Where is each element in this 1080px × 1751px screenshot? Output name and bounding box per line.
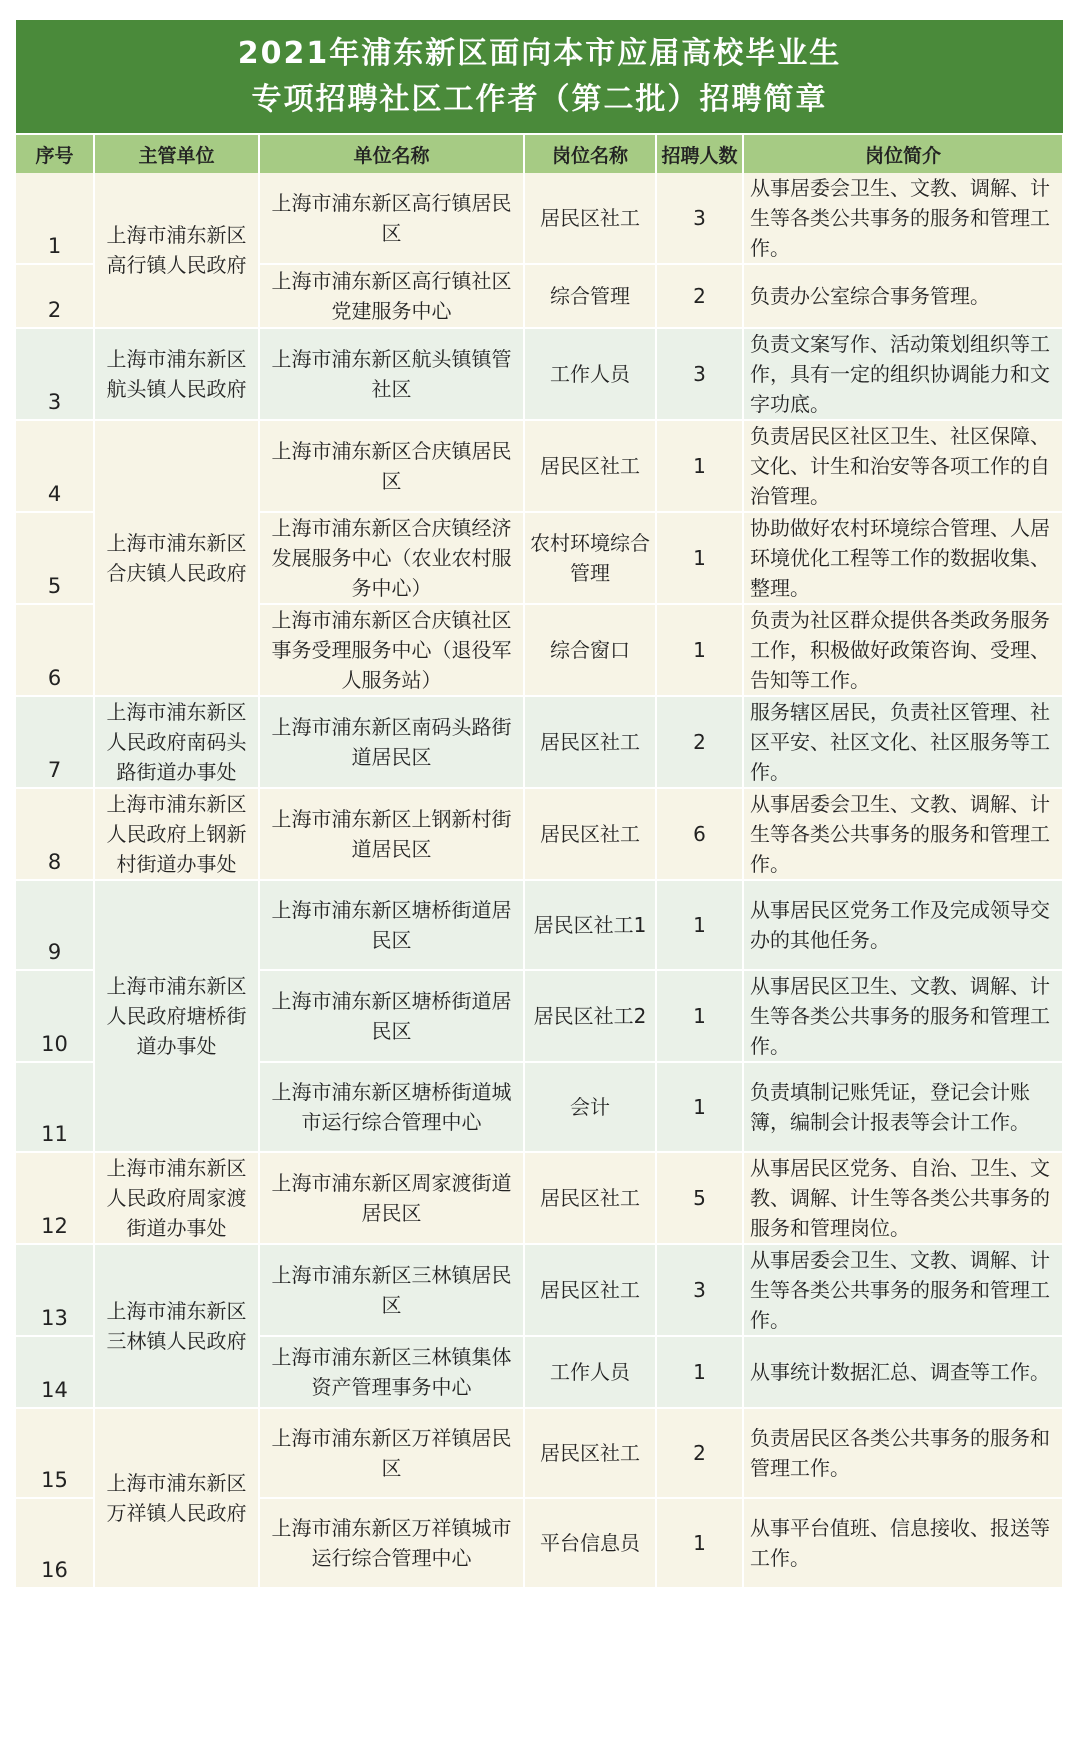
description-cell: 从事平台值班、信息接收、报送等工作。 [743, 1498, 1063, 1588]
post-cell: 会计 [524, 1062, 656, 1152]
recruitment-table [16, 135, 1064, 1589]
table-row [16, 1152, 1063, 1244]
count-cell: 2 [656, 696, 743, 788]
description-cell: 从事居民区党务、自治、卫生、文教、调解、计生等各类公共事务的服务和管理岗位。 [743, 1152, 1063, 1244]
table-row [16, 788, 1063, 880]
unit-cell: 上海市浦东新区南码头路街道居民区 [259, 696, 524, 788]
header-row [16, 135, 1063, 173]
post-cell: 综合管理 [524, 264, 656, 328]
department-cell: 上海市浦东新区人民政府上钢新村街道办事处 [94, 788, 259, 880]
post-cell: 居民区社工 [524, 696, 656, 788]
unit-cell: 上海市浦东新区高行镇社区党建服务中心 [259, 264, 524, 328]
description-cell: 负责居民区各类公共事务的服务和管理工作。 [743, 1408, 1063, 1498]
description-cell: 负责居民区社区卫生、社区保障、文化、计生和治安等各项工作的自治管理。 [743, 420, 1063, 512]
seq-cell: 16 [16, 1498, 94, 1588]
table-row [16, 880, 1063, 970]
title-line-2: 专项招聘社区工作者（第二批）招聘简章 [251, 81, 828, 117]
header-department: 主管单位 [94, 135, 259, 173]
seq-cell: 1 [16, 173, 94, 264]
title-banner [16, 20, 1063, 133]
seq-cell: 3 [16, 328, 94, 420]
header-unit: 单位名称 [259, 135, 524, 173]
count-cell: 1 [656, 1062, 743, 1152]
department-cell: 上海市浦东新区合庆镇人民政府 [94, 420, 259, 696]
seq-cell: 13 [16, 1244, 94, 1336]
unit-cell: 上海市浦东新区航头镇镇管社区 [259, 328, 524, 420]
description-cell: 从事居民区卫生、文教、调解、计生等各类公共事务的服务和管理工作。 [743, 970, 1063, 1062]
seq-cell: 2 [16, 264, 94, 328]
post-cell: 居民区社工 [524, 1152, 656, 1244]
post-cell: 居民区社工2 [524, 970, 656, 1062]
table-row [16, 328, 1063, 420]
unit-cell: 上海市浦东新区周家渡街道居民区 [259, 1152, 524, 1244]
header-post: 岗位名称 [524, 135, 656, 173]
seq-cell: 12 [16, 1152, 94, 1244]
seq-cell: 6 [16, 604, 94, 696]
post-cell: 居民区社工 [524, 1408, 656, 1498]
unit-cell: 上海市浦东新区合庆镇社区事务受理服务中心（退役军人服务站） [259, 604, 524, 696]
seq-cell: 7 [16, 696, 94, 788]
unit-cell: 上海市浦东新区合庆镇经济发展服务中心（农业农村服务中心） [259, 512, 524, 604]
unit-cell: 上海市浦东新区塘桥街道居民区 [259, 970, 524, 1062]
post-cell: 工作人员 [524, 1336, 656, 1408]
count-cell: 3 [656, 173, 743, 264]
seq-cell: 9 [16, 880, 94, 970]
department-cell: 上海市浦东新区三林镇人民政府 [94, 1244, 259, 1408]
unit-cell: 上海市浦东新区塘桥街道城市运行综合管理中心 [259, 1062, 524, 1152]
post-cell: 平台信息员 [524, 1498, 656, 1588]
post-cell: 综合窗口 [524, 604, 656, 696]
table-row [16, 173, 1063, 264]
count-cell: 3 [656, 1244, 743, 1336]
unit-cell: 上海市浦东新区合庆镇居民区 [259, 420, 524, 512]
header-description: 岗位简介 [743, 135, 1063, 173]
description-cell: 协助做好农村环境综合管理、人居环境优化工程等工作的数据收集、整理。 [743, 512, 1063, 604]
seq-cell: 11 [16, 1062, 94, 1152]
count-cell: 2 [656, 1408, 743, 1498]
unit-cell: 上海市浦东新区万祥镇居民区 [259, 1408, 524, 1498]
count-cell: 6 [656, 788, 743, 880]
description-cell: 服务辖区居民，负责社区管理、社区平安、社区文化、社区服务等工作。 [743, 696, 1063, 788]
post-cell: 居民区社工 [524, 173, 656, 264]
count-cell: 1 [656, 880, 743, 970]
seq-cell: 8 [16, 788, 94, 880]
table-row [16, 1408, 1063, 1498]
seq-cell: 14 [16, 1336, 94, 1408]
recruitment-sheet [16, 20, 1063, 1589]
table-row [16, 1244, 1063, 1336]
description-cell: 负责填制记账凭证，登记会计账簿，编制会计报表等会计工作。 [743, 1062, 1063, 1152]
title-line-1: 2021年浦东新区面向本市应届高校毕业生 [237, 35, 842, 71]
unit-cell: 上海市浦东新区上钢新村街道居民区 [259, 788, 524, 880]
unit-cell: 上海市浦东新区高行镇居民区 [259, 173, 524, 264]
count-cell: 3 [656, 328, 743, 420]
count-cell: 1 [656, 604, 743, 696]
seq-cell: 4 [16, 420, 94, 512]
post-cell: 居民区社工 [524, 788, 656, 880]
description-cell: 负责文案写作、活动策划组织等工作，具有一定的组织协调能力和文字功底。 [743, 328, 1063, 420]
description-cell: 从事居委会卫生、文教、调解、计生等各类公共事务的服务和管理工作。 [743, 173, 1063, 264]
description-cell: 从事居委会卫生、文教、调解、计生等各类公共事务的服务和管理工作。 [743, 788, 1063, 880]
post-cell: 农村环境综合管理 [524, 512, 656, 604]
unit-cell: 上海市浦东新区三林镇集体资产管理事务中心 [259, 1336, 524, 1408]
count-cell: 1 [656, 1336, 743, 1408]
count-cell: 1 [656, 970, 743, 1062]
unit-cell: 上海市浦东新区万祥镇城市运行综合管理中心 [259, 1498, 524, 1588]
seq-cell: 15 [16, 1408, 94, 1498]
table-row [16, 420, 1063, 512]
count-cell: 2 [656, 264, 743, 328]
department-cell: 上海市浦东新区人民政府周家渡街道办事处 [94, 1152, 259, 1244]
seq-cell: 5 [16, 512, 94, 604]
post-cell: 工作人员 [524, 328, 656, 420]
header-count: 招聘人数 [656, 135, 743, 173]
description-cell: 从事统计数据汇总、调查等工作。 [743, 1336, 1063, 1408]
department-cell: 上海市浦东新区航头镇人民政府 [94, 328, 259, 420]
post-cell: 居民区社工1 [524, 880, 656, 970]
department-cell: 上海市浦东新区人民政府塘桥街道办事处 [94, 880, 259, 1152]
description-cell: 从事居委会卫生、文教、调解、计生等各类公共事务的服务和管理工作。 [743, 1244, 1063, 1336]
unit-cell: 上海市浦东新区塘桥街道居民区 [259, 880, 524, 970]
count-cell: 5 [656, 1152, 743, 1244]
description-cell: 负责办公室综合事务管理。 [743, 264, 1063, 328]
unit-cell: 上海市浦东新区三林镇居民区 [259, 1244, 524, 1336]
description-cell: 从事居民区党务工作及完成领导交办的其他任务。 [743, 880, 1063, 970]
seq-cell: 10 [16, 970, 94, 1062]
count-cell: 1 [656, 1498, 743, 1588]
department-cell: 上海市浦东新区高行镇人民政府 [94, 173, 259, 328]
department-cell: 上海市浦东新区万祥镇人民政府 [94, 1408, 259, 1588]
description-cell: 负责为社区群众提供各类政务服务工作，积极做好政策咨询、受理、告知等工作。 [743, 604, 1063, 696]
count-cell: 1 [656, 512, 743, 604]
count-cell: 1 [656, 420, 743, 512]
header-seq: 序号 [16, 135, 94, 173]
table-row [16, 696, 1063, 788]
post-cell: 居民区社工 [524, 1244, 656, 1336]
department-cell: 上海市浦东新区人民政府南码头路街道办事处 [94, 696, 259, 788]
post-cell: 居民区社工 [524, 420, 656, 512]
